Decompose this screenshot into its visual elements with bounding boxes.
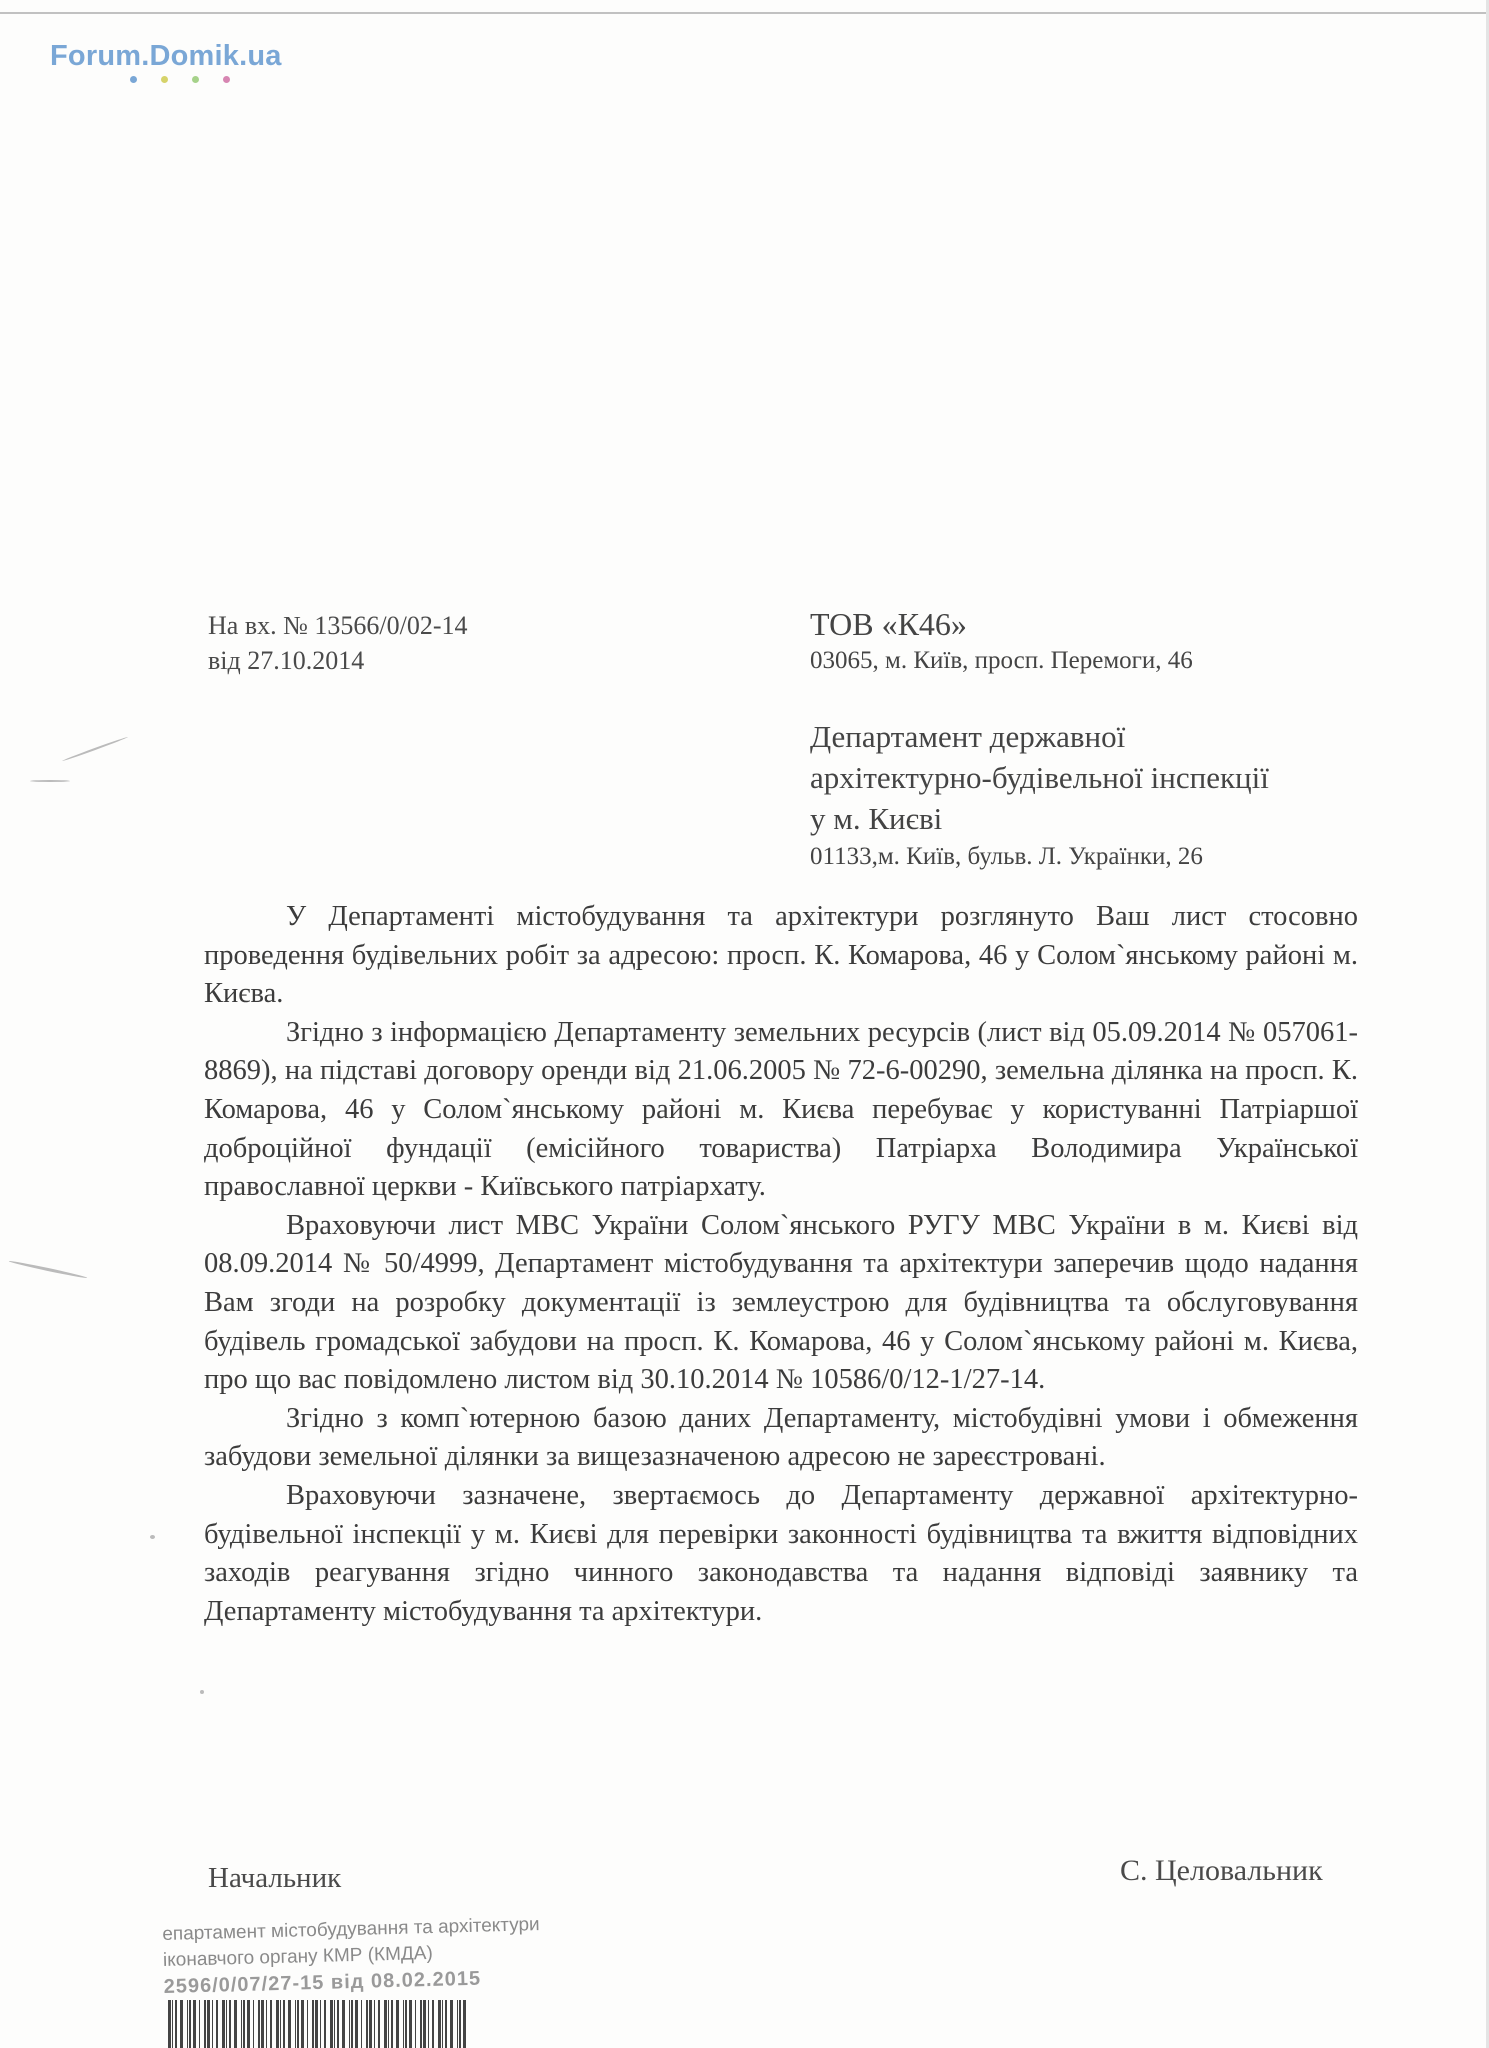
barcode-bar	[222, 2000, 225, 2048]
company-name: ТОВ «К46»	[810, 606, 967, 642]
barcode-bar	[280, 2000, 281, 2048]
barcode-bar	[351, 2000, 353, 2048]
barcode-bar	[355, 2000, 358, 2048]
watermark-dot	[192, 76, 199, 83]
barcode-bar	[247, 2000, 250, 2048]
barcode-bar	[180, 2000, 183, 2048]
barcode-bar	[349, 2000, 350, 2048]
barcode-bar	[243, 2000, 245, 2048]
barcode-bar	[369, 2000, 372, 2048]
registration-block	[208, 608, 468, 678]
barcode-bar	[442, 2000, 443, 2048]
barcode-bar	[297, 2000, 299, 2048]
barcode-bar	[391, 2000, 393, 2048]
watermark-text: Forum.Domik.ua	[50, 40, 282, 72]
barcode-bar	[276, 2000, 279, 2048]
barcode-bar	[432, 2000, 434, 2048]
barcode-bar	[459, 2000, 461, 2048]
signatory-title: Начальник	[208, 1862, 342, 1894]
barcode-bar	[420, 2000, 422, 2048]
barcode-bar	[337, 2000, 339, 2048]
barcode-bar	[374, 2000, 375, 2048]
body-paragraph: У Департаменті містобудування та архітектури розглянуто Ваш лист стосовно проведення будівельних робіт за адресою: просп. К. Комарова, 46 у Солом`янському районі м. Києва.	[204, 901, 1358, 1010]
barcode-bar	[258, 2000, 260, 2048]
incoming-date: від 27.10.2014	[208, 646, 365, 675]
body-paragraph: Враховуючи зазначене, звертаємось до Департаменту державної архітектурно-будівельної інспекції у м. Києві для перевірки законності будівництва та вжиття відповідних заходів реагування згідно чинного законодавства та надання відповіді заявнику та Департаменту містобудування та архітектури.	[204, 1479, 1358, 1627]
incoming-number: На вх. № 13566/0/02-14	[208, 611, 468, 640]
barcode-bar	[324, 2000, 326, 2048]
barcode-bar	[204, 2000, 206, 2048]
scan-top-edge	[0, 12, 1489, 14]
barcode-bar	[226, 2000, 227, 2048]
barcode-bar	[312, 2000, 314, 2048]
department-line: архітектурно-будівельної інспекції	[810, 760, 1269, 795]
barcode-image	[168, 2000, 468, 2048]
barcode-bar	[403, 2000, 404, 2048]
watermark	[50, 40, 282, 83]
barcode-bar	[175, 2000, 177, 2048]
stamp-line: епартамент містобудування та архітектури	[162, 1914, 540, 1945]
barcode-bar	[445, 2000, 447, 2048]
letter-body	[204, 898, 1358, 1631]
barcode-bar	[229, 2000, 231, 2048]
signatory-name: С. Целовальник	[1120, 1854, 1323, 1887]
barcode-bar	[423, 2000, 426, 2048]
stamp-number: 2596/0/07/27-15 від 08.02.2015	[163, 1967, 482, 1998]
barcode-bar	[342, 2000, 345, 2048]
watermark-dot	[161, 76, 168, 83]
barcode-bar	[212, 2000, 213, 2048]
company-address: 03065, м. Київ, просп. Перемоги, 46	[810, 647, 1193, 674]
barcode-bar	[315, 2000, 318, 2048]
watermark-dots	[130, 76, 282, 83]
barcode-bar	[330, 2000, 333, 2048]
barcode-bar	[438, 2000, 441, 2048]
barcode-bar	[270, 2000, 272, 2048]
department-line: Департамент державної	[810, 719, 1126, 754]
barcode-bar	[193, 2000, 196, 2048]
barcode-bar	[457, 2000, 458, 2048]
barcode-bar	[361, 2000, 362, 2048]
barcode-bar	[301, 2000, 304, 2048]
body-paragraph: Згідно з інформацією Департаменту земельних ресурсів (лист від 05.09.2014 № 057061-8869), на підставі договору оренди від 21.06.2005 № 72-6-00290, земельна ділянка на просп. К. Комарова, 46 у Солом`янському районі м. Києва перебуває у користуванні Патріаршої доброційної фундації (емісійного товариства) Патріарха Володимира Української православної церкви - Київського патріархату.	[204, 1016, 1358, 1203]
barcode-bar	[288, 2000, 291, 2048]
barcode-bar	[415, 2000, 416, 2048]
barcode-bar	[216, 2000, 218, 2048]
barcode-bar	[189, 2000, 191, 2048]
barcode-bar	[378, 2000, 380, 2048]
barcode-bar	[396, 2000, 399, 2048]
barcode-bar	[320, 2000, 321, 2048]
barcode-bar	[234, 2000, 237, 2048]
barcode-bar	[283, 2000, 285, 2048]
barcode-bar	[187, 2000, 188, 2048]
department-address: 01133,м. Київ, бульв. Л. Українки, 26	[810, 843, 1203, 870]
barcode-bar	[168, 2000, 171, 2048]
barcode-bar	[388, 2000, 389, 2048]
barcode-bar	[295, 2000, 296, 2048]
barcode-bar	[172, 2000, 173, 2048]
barcode-bar	[366, 2000, 368, 2048]
barcode-bar	[384, 2000, 387, 2048]
barcode-bar	[334, 2000, 335, 2048]
department-name	[810, 716, 1269, 839]
registration-stamp	[162, 1912, 541, 2000]
body-paragraph: Враховуючи лист МВС України Солом`янського РУГУ МВС України в м. Києві від 08.09.2014 № 50/4999, Департамент містобудування та архітектури заперечив щодо надання Вам згоди на розробку документації із землеустрою для будівництва та обслуговування будівель громадської забудови на просп. К. Комарова, 46 у Солом`янському районі м. Києва, про що вас повідомлено листом від 30.10.2014 № 10586/0/12-1/27-14.	[204, 1209, 1358, 1396]
barcode-bar	[450, 2000, 453, 2048]
barcode-bar	[409, 2000, 412, 2048]
department-line: у м. Києві	[810, 801, 943, 836]
barcode-bar	[266, 2000, 267, 2048]
watermark-dot	[130, 76, 137, 83]
stamp-line: іконавчого органу КМР (КМДА)	[162, 1942, 434, 1971]
barcode-bar	[463, 2000, 466, 2048]
barcode-bar	[405, 2000, 407, 2048]
barcode-bar	[428, 2000, 429, 2048]
addressee-block	[810, 604, 1269, 875]
body-paragraph: Згідно з комп`ютерною базою даних Департаменту, містобудівні умови і обмеження забудови земельної ділянки за вищезазначеною адресою не зареєстровані.	[204, 1402, 1358, 1473]
barcode-bar	[241, 2000, 242, 2048]
barcode-bar	[307, 2000, 308, 2048]
barcode-bar	[199, 2000, 200, 2048]
barcode-bar	[261, 2000, 264, 2048]
barcode-bar	[207, 2000, 210, 2048]
watermark-dot	[223, 76, 230, 83]
barcode-bar	[253, 2000, 254, 2048]
